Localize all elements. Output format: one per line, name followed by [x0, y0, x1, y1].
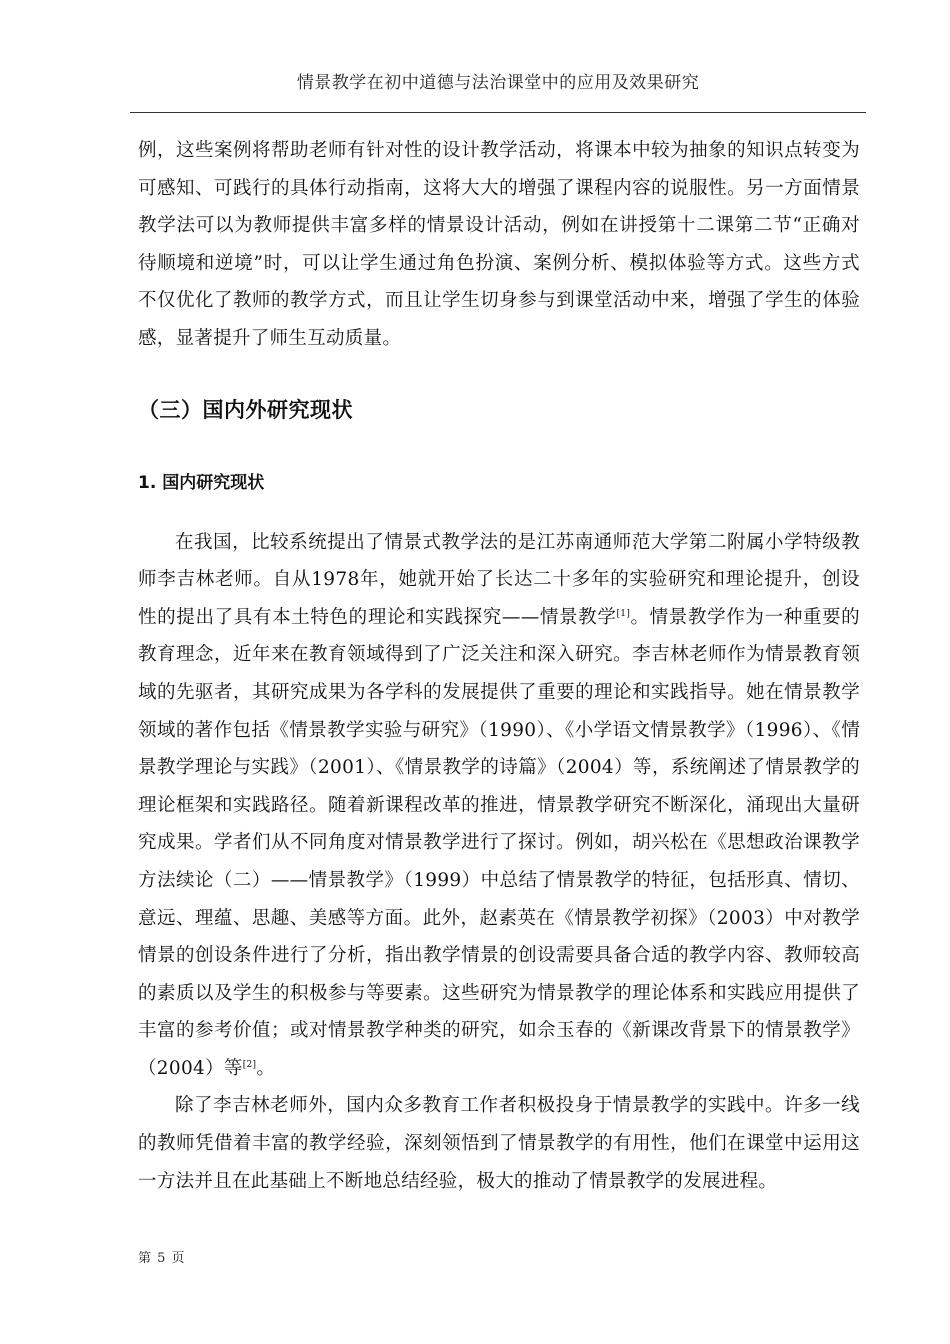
paragraph-text: 在我国，比较系统提出了情景式教学法的是江苏南通师范大学第二附属小学特级教师李吉林老师。自从1978年，她就开始了长达二十多年的实验研究和理论提升，创设性的提出了具有本土特色的理论和实践探究——情景教学: [138, 531, 860, 628]
paragraph-text: 。情景教学作为一种重要的教育理念，近年来在教育领域得到了广泛关注和深入研究。李吉林老师作为情景教育领域的先驱者，其研究成果为各学科的发展提供了重要的理论和实践指导。她在情景教学领域的著作包括《情景教学实验与研究》（1990）、《小学语文情景教学》（1996）、《情景教学理论与实践》（2001）、《情景教学的诗篇》（2004）等，系统阐述了情景教学的理论框架和实践路径。随着新课程改革的推进，情景教学研究不断深化，涌现出大量研究成果。学者们从不同角度对情景教学进行了探讨。例如，胡兴松在《思想政治课教学方法续论（二）——情景教学》（1999）中总结了情景教学的特征，包括形真、情切、意远、理蕴、思趣、美感等方面。此外，赵素英在《情景教学初探》（2003）中对教学情景的创设条件进行了分析，指出教学情景的创设需要具备合适的教学内容、教师较高的素质以及学生的积极参与等要素。这些研究为情景教学的理论体系和实践应用提供了丰富的参考价值；或对情景教学种类的研究，如佘玉春的《新课改背景下的情景教学》（2004）等: [138, 606, 860, 1079]
section-heading: （三）国内外研究现状: [138, 397, 353, 422]
citation-ref-2[interactable]: [2]: [242, 1059, 257, 1070]
paragraph-practice: 除了李吉林老师外，国内众多教育工作者积极投身于情景教学的实践中。许多一线的教师凭借着丰富的教学经验，深刻领悟到了情景教学的有用性，他们在课堂中运用这一方法并且在此基础上不断地总结经验，极大的推动了情景教学的发展进程。: [138, 1095, 860, 1192]
citation-ref-1[interactable]: [1]: [616, 608, 631, 619]
running-header: 情景教学在初中道德与法治课堂中的应用及效果研究: [296, 73, 700, 93]
paragraph-continued: 例，这些案例将帮助老师有针对性的设计教学活动，将课本中较为抽象的知识点转变为可感知、可践行的具体行动指南，这将大大的增强了课程内容的说服性。另一方面情景教学法可以为教师提供丰富多样的情景设计活动，例如在讲授第十二课第二节“正确对待顺境和逆境”时，可以让学生通过角色扮演、案例分析、模拟体验等方式。这些方式不仅优化了教师的教学方式，而且让学生切身参与到课堂活动中来，增强了学生的体验感，显著提升了师生互动质量。: [138, 140, 860, 349]
header-divider: [130, 112, 866, 113]
paragraph-text: 。: [256, 1057, 276, 1079]
paragraph-domestic-research: [138, 524, 860, 1088]
heading-spacer: [138, 498, 860, 524]
page-body: [138, 132, 860, 1200]
subsection-heading: 1. 国内研究现状: [138, 472, 265, 493]
page-number: 第 5 页: [138, 1251, 186, 1266]
